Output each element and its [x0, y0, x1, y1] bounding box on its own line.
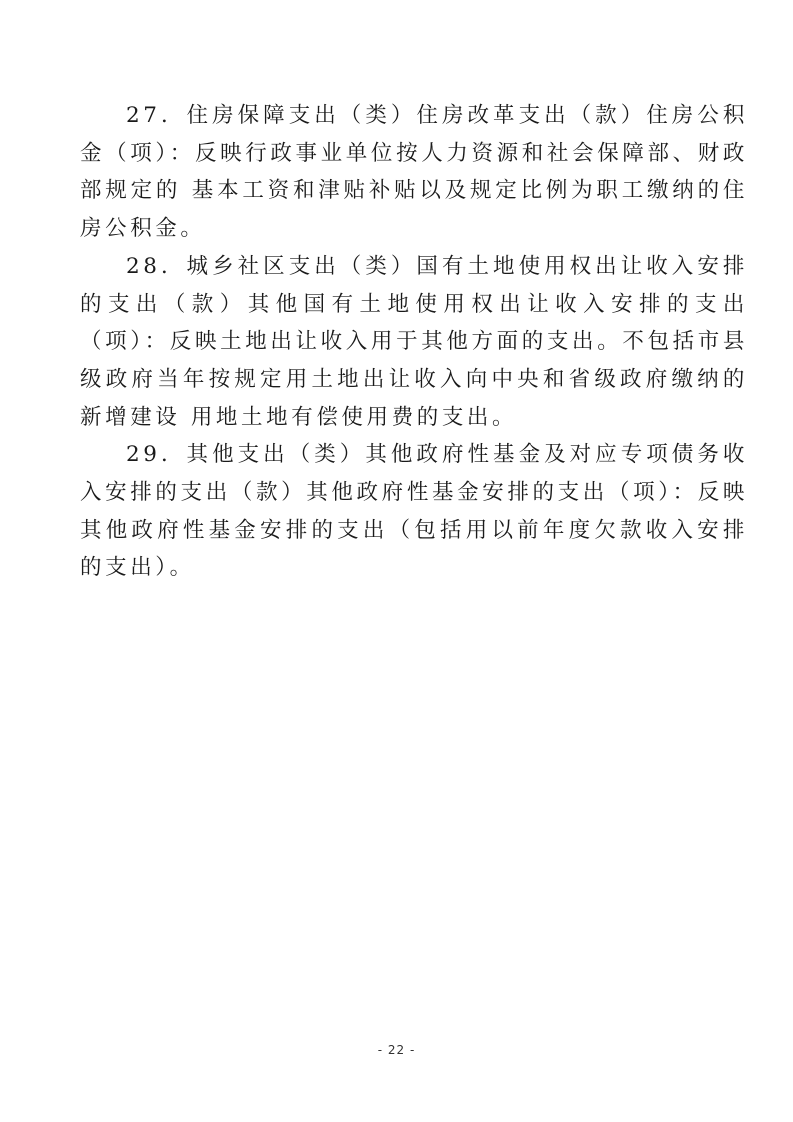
paragraph-28: 28．城乡社区支出（类）国有土地使用权出让收入安排的支出（款）其他国有土地使用权出让收入安排的支出（项）：反映土地出让收入用于其他方面的支出。不包括市县级政府当年按规定用土地出让收入向中央和省级政府缴纳的新增建设 用地土地有偿使用费的支出。	[80, 253, 748, 430]
page-number: - 22 -	[377, 1043, 416, 1057]
body-text	[80, 97, 748, 587]
paragraph-29: 29．其他支出（类）其他政府性基金及对应专项债务收入安排的支出（款）其他政府性基金安排的支出（项）：反映其他政府性基金安排的支出（包括用以前年度欠款收入安排的支出）。	[80, 442, 748, 581]
paragraph-27: 27．住房保障支出（类）住房改革支出（款）住房公积金（项）：反映行政事业单位按人力资源和社会保障部、财政部规定的 基本工资和津贴补贴以及规定比例为职工缴纳的住房公积金。	[80, 103, 748, 242]
